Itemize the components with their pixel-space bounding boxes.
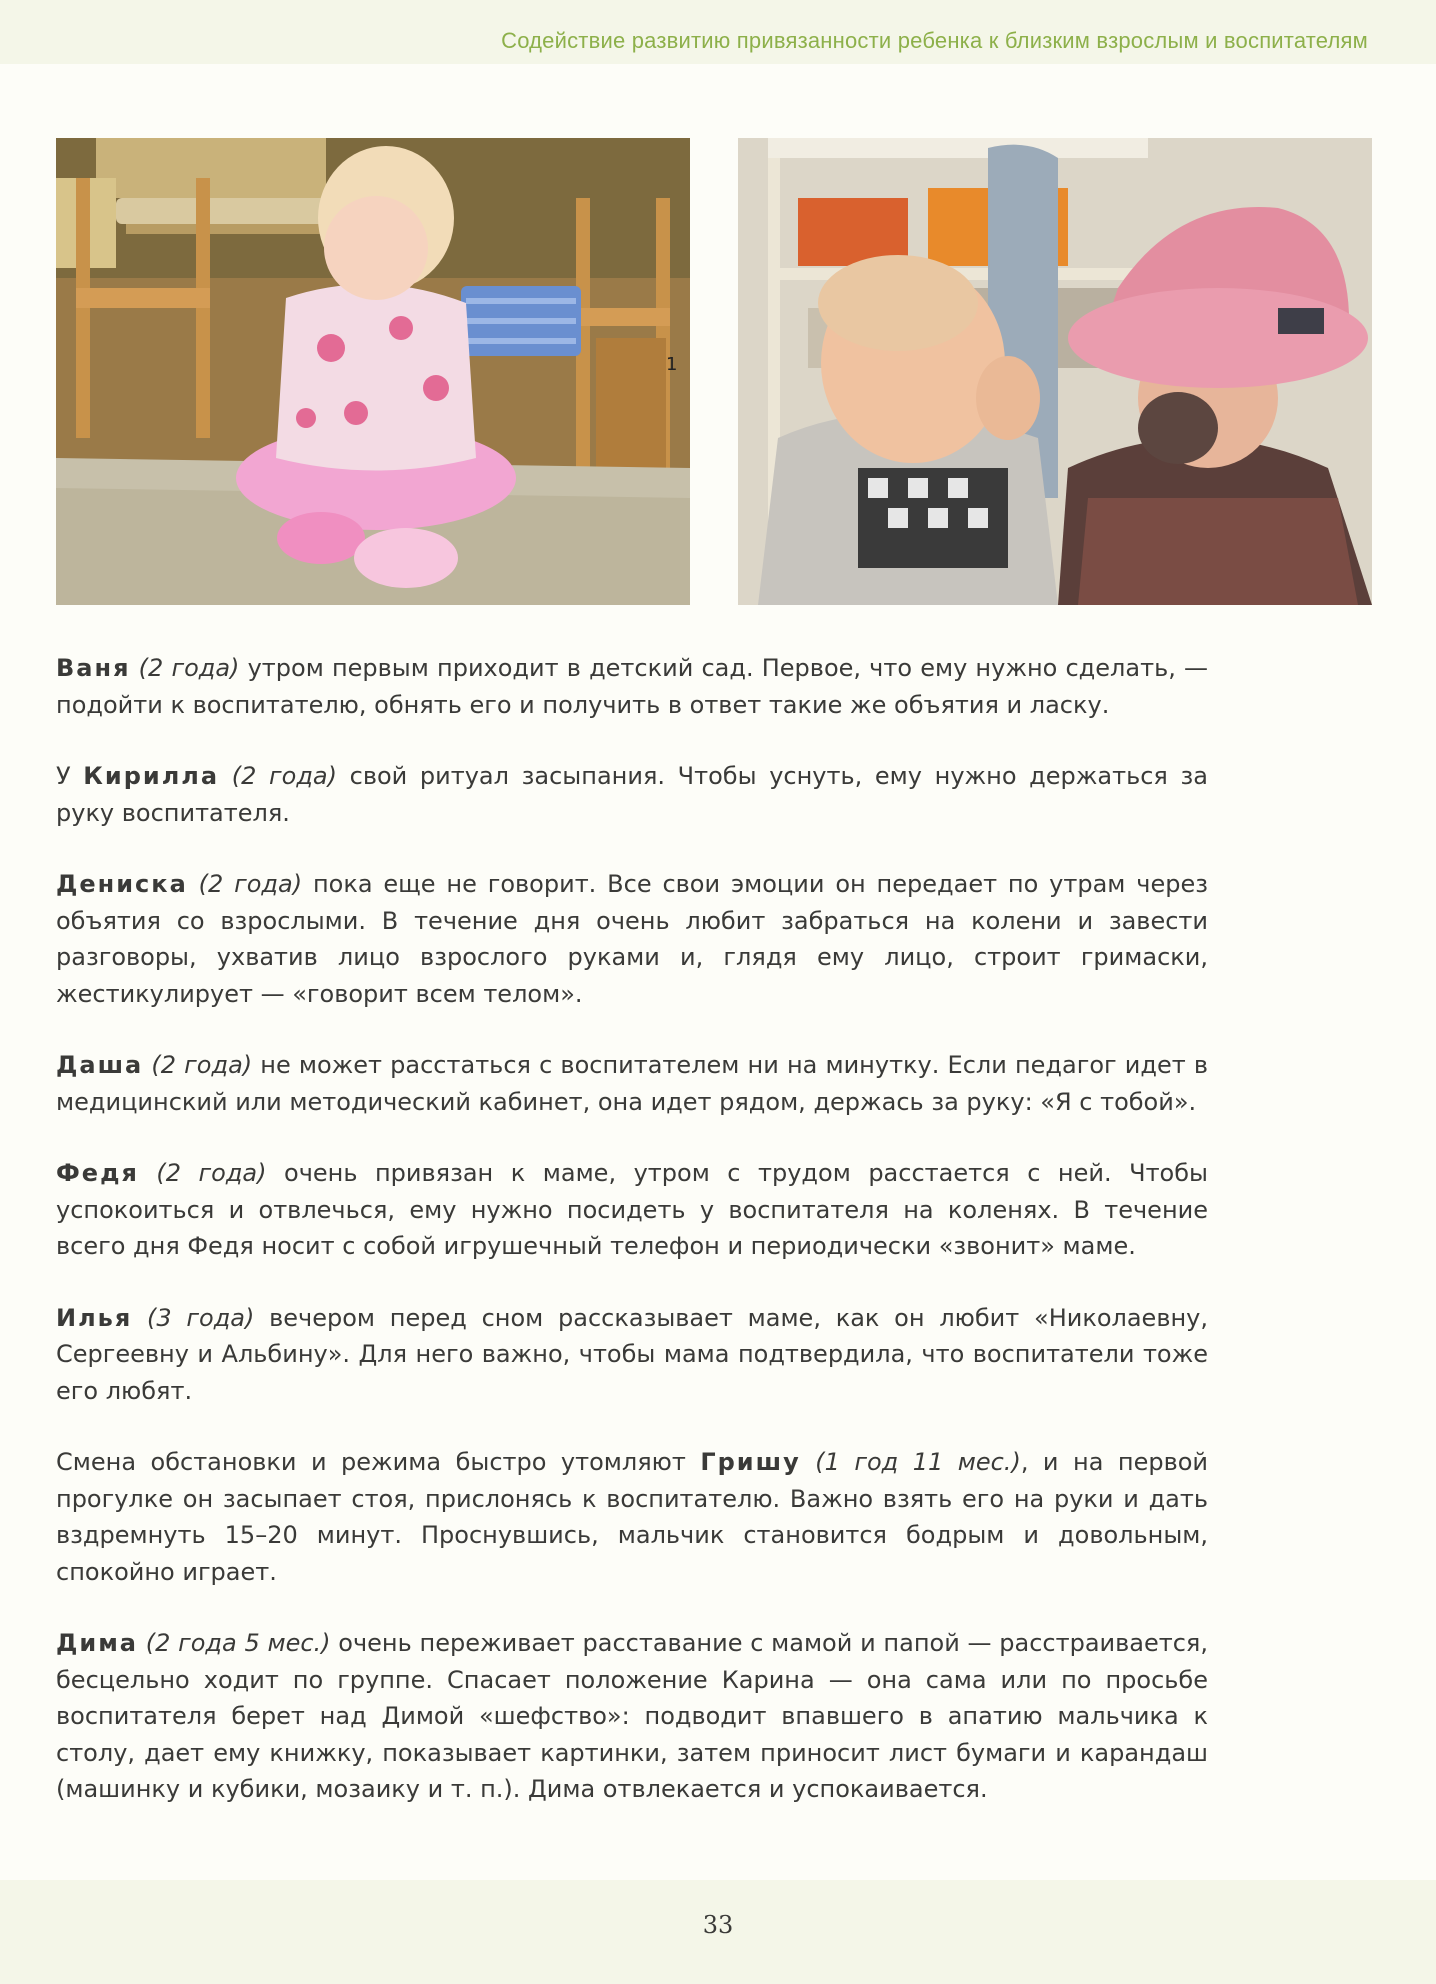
paragraph-lead: У <box>56 762 84 790</box>
paragraph-text: вечером перед сном рассказывает маме, как он любит «Николаевну, Сергеевну и Альбину». Для него важно, чтобы мама подтвердила, что воспитатели тоже его любят. <box>56 1303 1208 1405</box>
photo-girl-sitting <box>56 138 690 605</box>
paragraph-text: пока еще не говорит. Все свои эмоции он передает по утрам через объятия со взрослыми. В течение дня очень любит забраться на колени и завести разговоры, ухватив лицо взрослого руками и, глядя ему лицо, строит гримаски, жестикулирует — «говорит всем телом». <box>56 870 1208 1008</box>
page-number: 33 <box>702 1911 734 1939</box>
child-name: Илья <box>56 1303 133 1332</box>
paragraph-grisha <box>56 1444 1208 1590</box>
child-age: (2 года) <box>219 762 337 790</box>
paragraph-text: очень переживает расставание с мамой и папой — расстраивается, бесцельно ходит по группе. Спасает положение Карина — она сама или по просьбе воспитателя берет над Димой «шефство»: подводит впавшего в апатию мальчика к столу, дает ему книжку, показывает картинки, затем приносит лист бумаги и карандаш (машинку и кубики, мозаику и т. п.). Дима отвлекается и успокаивается. <box>56 1629 1208 1803</box>
child-name: Гришу <box>700 1448 801 1476</box>
paragraph-text: утром первым приходит в детский сад. Первое, что ему нужно сделать, — подойти к воспитателю, обнять его и получить в ответ такие же объятия и ласку. <box>56 654 1209 719</box>
paragraph-text: очень привязан к маме, утром с трудом расстается с ней. Чтобы успокоиться и отвлечься, ему нужно посидеть у воспитателя на коленях. В течение всего дня Федя носит с собой игрушечный телефон и периодически «звонит» маме. <box>56 1159 1208 1260</box>
photo-two-toddlers <box>738 138 1372 605</box>
paragraph-fedya <box>56 1155 1208 1265</box>
child-age: (2 года) <box>138 654 240 682</box>
paragraph-dima <box>56 1625 1208 1808</box>
paragraph-ilya <box>56 1300 1208 1410</box>
paragraph-lead: Смена обстановки и режима быстро утомляют <box>56 1448 701 1476</box>
child-age: (2 года) <box>143 1051 253 1079</box>
paragraph-vanya <box>56 650 1208 723</box>
story-paragraphs <box>56 650 1208 1843</box>
paragraph-text: не может расстаться с воспитателем ни на минутку. Если педагог идет в медицинский или методический кабинет, она идет рядом, держась за руку: «Я с тобой». <box>56 1051 1208 1116</box>
paragraph-text: , и на первой прогулке он засыпает стоя, прислонясь к воспитателю. Важно взять его на руки и дать вздремнуть 15–20 минут. Проснувшись, мальчик становится бодрым и довольным, спокойно играет. <box>56 1448 1209 1586</box>
paragraph-kirill <box>56 758 1208 831</box>
paragraph-deniska <box>56 866 1208 1012</box>
photo-two-toddlers-image <box>738 138 1372 605</box>
child-name: Федя <box>56 1159 139 1187</box>
child-name: Кирилла <box>83 762 220 790</box>
child-name: Даша <box>56 1051 144 1079</box>
child-age: (2 года 5 мес.) <box>138 1629 331 1657</box>
paragraph-text: свой ритуал засыпания. Чтобы уснуть, ему нужно держаться за руку воспитателя. <box>56 762 1208 827</box>
photo-girl-sitting-image <box>56 138 690 605</box>
child-age: (2 года) <box>138 1159 267 1187</box>
child-age: (3 года) <box>132 1303 255 1332</box>
child-age: (2 года) <box>187 870 303 898</box>
child-name: Ваня <box>56 654 131 682</box>
child-name: Дениска <box>56 870 188 898</box>
running-title: Содействие развитию привязанности ребенка к близким взрослым и воспитателям <box>501 28 1368 53</box>
chair-number-mark: 1 <box>666 354 678 375</box>
paragraph-dasha <box>56 1047 1208 1120</box>
child-name: Дима <box>56 1629 139 1657</box>
child-age: (1 год 11 мес.) <box>800 1448 1021 1476</box>
